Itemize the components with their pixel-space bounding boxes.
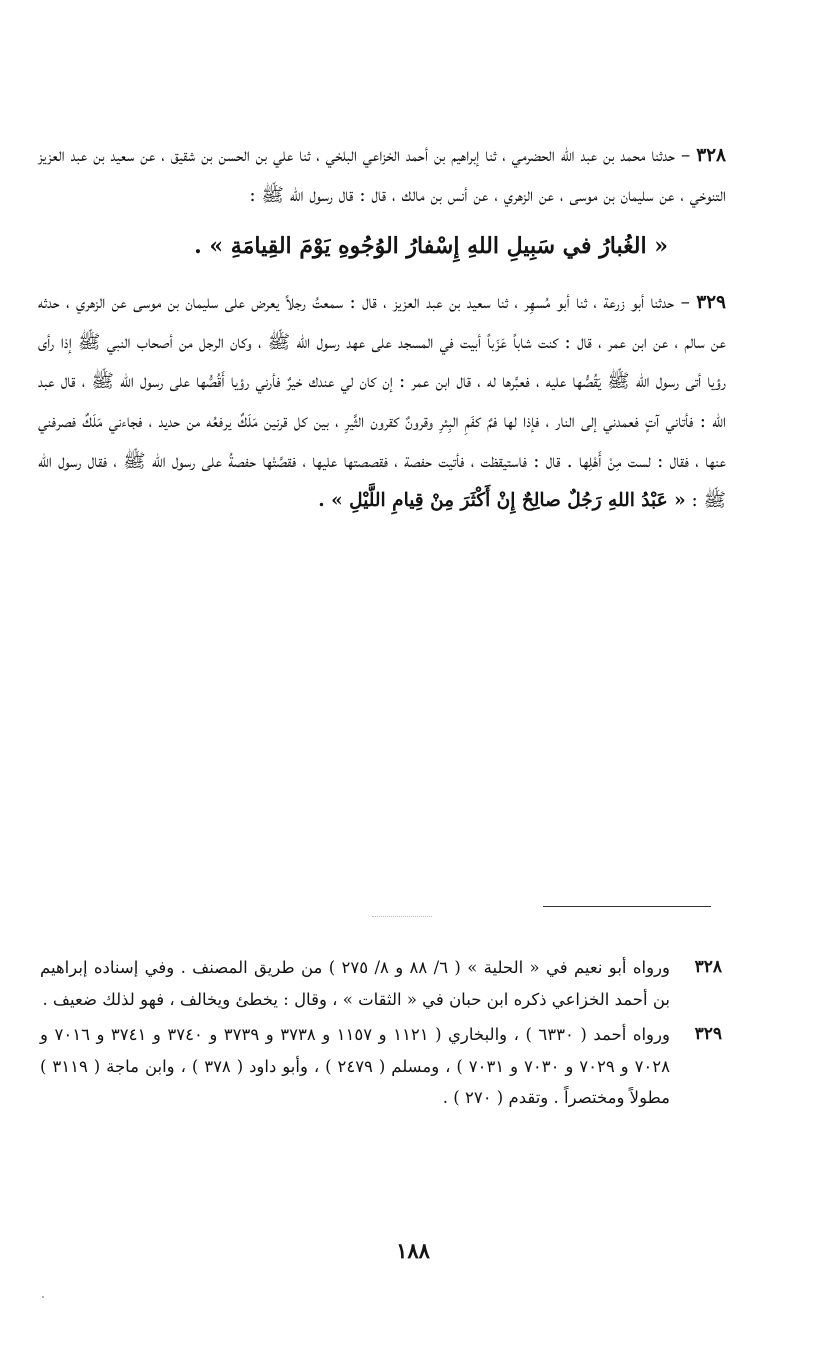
hadith-number: ٣٢٨ xyxy=(696,145,726,166)
footnote-separator xyxy=(543,906,711,907)
hadith-number: ٣٢٩ xyxy=(696,292,726,314)
main-text xyxy=(38,136,726,521)
footnote-number: ٣٢٨ xyxy=(694,957,722,977)
scan-speck xyxy=(372,916,432,917)
footnote-text: ورواه أبو نعيم في « الحلية » ( ٦/ ٨٨ و ٨/ ٢٧٥ ) من طريق المصنف . وفي إسناده إبراهيم بن أحمد الخزاعي ذكره ابن حبان في « الثقات » ، وقال : يخطئ ويخالف ، فهو لذلك ضعيف . xyxy=(40,958,670,1009)
hadith-text: – حدثنا أبو زرعة ، ثنا أبو مُسهِر ، ثنا سعيد بن عبد العزيز ، قال : سمعتُ رجلاً يعرض على سليمان بن موسى عن الزهري ، حدثه عن سالم ، عن ابن عمر ، قال : كنت شاباً عَزَباً أبيت في المسجد على عهد رسول الله ﷺ ، وكان الرجل من أصحاب النبي ﷺ إذا رأى رؤيا أتى رسول الله ﷺ يَقُصُّها عليه ، فعبَّرها له ، قال ابن عمر : إن كان لي عندك خيرٌ فأرني رؤيا أَقُصُّها على رسول الله ﷺ ، قال عبد الله : فأتاني آتٍ فعمدني إلى النار ، فإذا لها فمٌ كفَمِ البِئرِ وقرونٌ كقرون الثَّيرِ ، بين كل قرنين مَلَكٌ يرفعُه من حديد ، فجاءني مَلَكٌ فصرفني عنها ، فقال : لست مِنْ أَهْلِها . قال : فاستيقظت ، فأتيت حفصة ، فقصصتها عليها ، فقصَّتْها حفصةُ على رسول الله ﷺ ، فقال رسول الله ﷺ : xyxy=(38,292,726,512)
footnote-328 xyxy=(40,952,722,1015)
hadith-329 xyxy=(38,283,726,521)
footnote-number: ٣٢٩ xyxy=(694,1024,722,1044)
footnotes xyxy=(40,952,722,1118)
footnote-text: ورواه أحمد ( ٦٣٣٠ ) ، والبخاري ( ١١٢١ و ١١٥٧ و ٣٧٣٨ و ٣٧٣٩ و ٣٧٤٠ و ٣٧٤١ و ٧٠١٦ و ٧٠٢٨ و ٧٠٢٩ و ٧٠٣٠ و ٧٠٣١ ) ، ومسلم ( ٢٤٧٩ ) ، وأبو داود ( ٣٧٨ ) ، وابن ماجة ( ٣١١٩ ) مطولاً ومختصراً . وتقدم ( ٢٧٠ ) . xyxy=(40,1025,671,1107)
footnote-329 xyxy=(40,1019,722,1114)
scan-speck xyxy=(42,1296,44,1298)
hadith-text: – حدثنا محمد بن عبد الله الحضرمي ، ثنا إبراهيم بن أحمد الخزاعي البلخي ، ثنا علي بن الحسن بن شقيق ، عن سعيد بن عبد العزيز التنوخي ، عن سليمان بن موسى ، عن الزهري ، عن أنس بن مالك ، قال : قال رسول الله ﷺ : xyxy=(38,145,726,206)
hadith-quote: « الغُبارُ في سَبِيلِ اللهِ إِسْفارُ الوُجُوهِ يَوْمَ القِيامَةِ » . xyxy=(194,233,668,260)
hadith-328 xyxy=(38,136,726,215)
page-number: ١٨٨ xyxy=(396,1238,430,1263)
hadith-quote: « عَبْدُ اللهِ رَجُلٌ صالِحٌ إِنْ أَكْثَرَ مِنْ قِيامِ اللَّيْلِ » . xyxy=(318,490,686,512)
